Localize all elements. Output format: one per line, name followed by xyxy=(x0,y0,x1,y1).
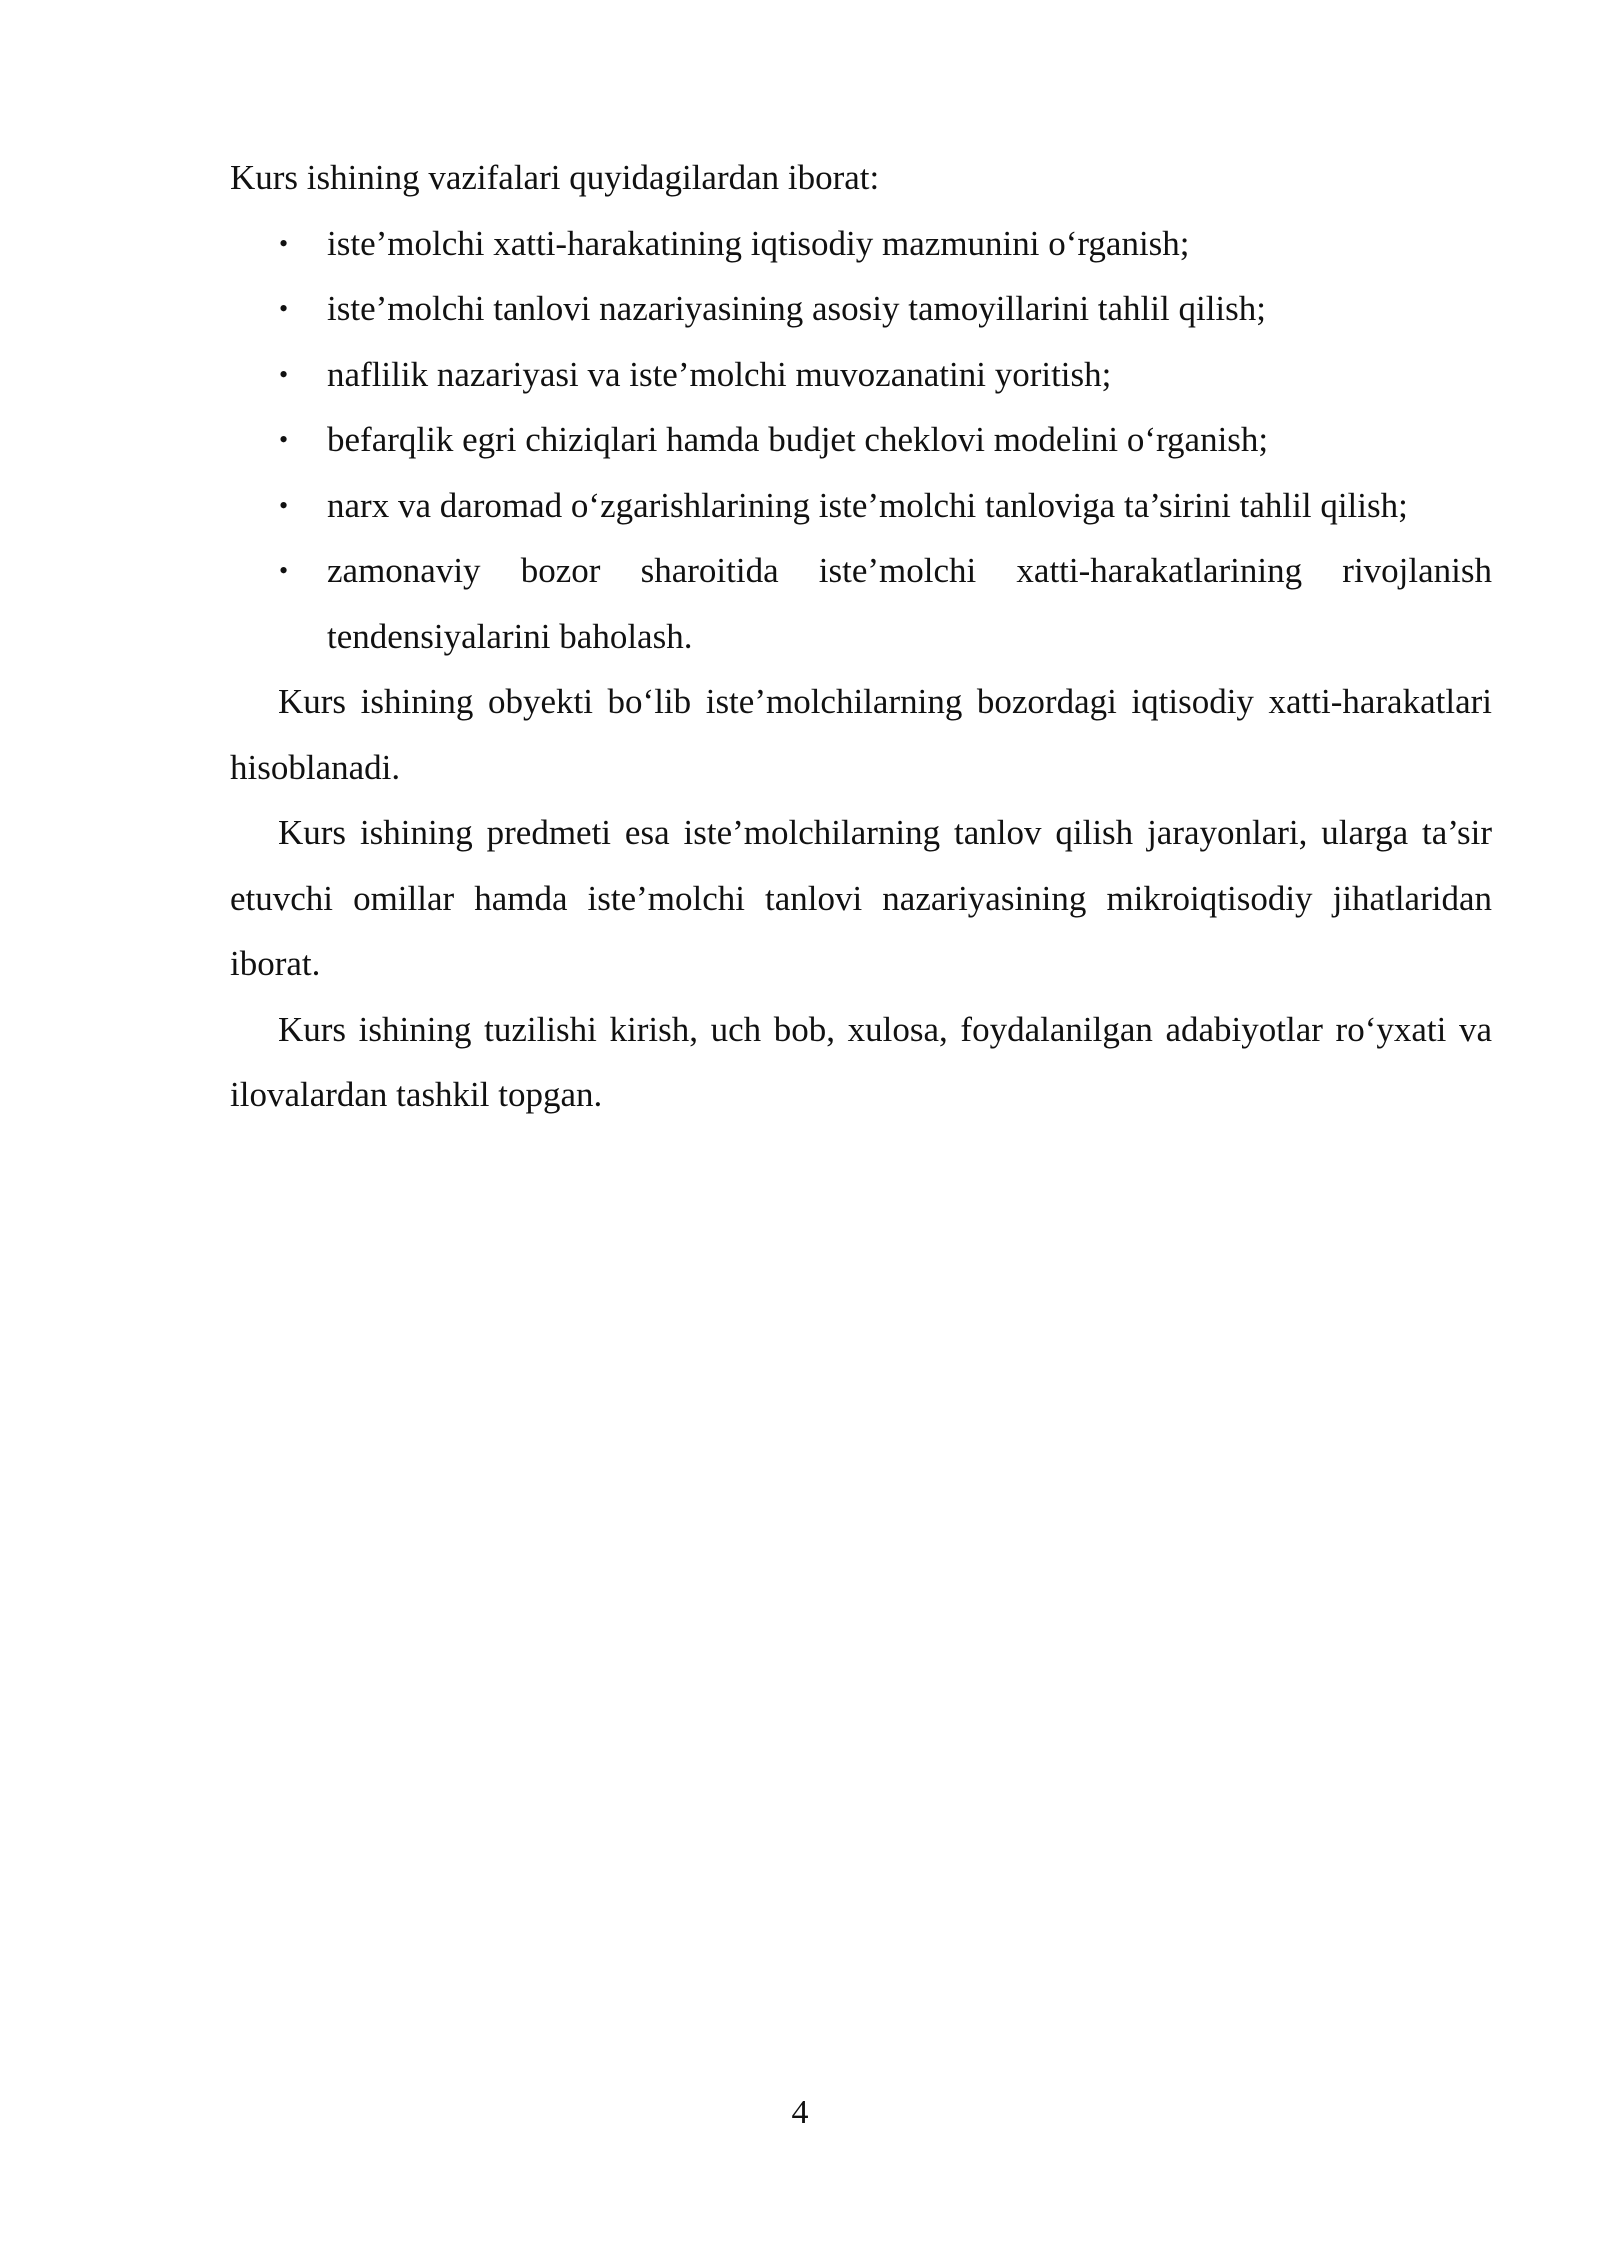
bullet-icon: • xyxy=(279,359,289,389)
paragraph-subject: Kurs ishining predmeti esa iste’molchilarning tanlov qilish jarayonlari, ularga ta’sir etuvchi omillar hamda iste’molchi tanlovi nazariyasining mikroiqtisodiy jihatlaridan iborat. xyxy=(230,813,1492,983)
bullet-icon: • xyxy=(279,490,289,520)
paragraph-structure: Kurs ishining tuzilishi kirish, uch bob, xulosa, foydalanilgan adabiyotlar ro‘yxati va ilovalardan tashkil topgan. xyxy=(230,1009,1492,1114)
paragraph-object: Kurs ishining obyekti bo‘lib iste’molchilarning bozordagi iqtisodiy xatti-harakatlari hisoblanadi. xyxy=(230,682,1492,787)
task-text: iste’molchi xatti-harakatining iqtisodiy mazmunini o‘rganish; xyxy=(327,223,1190,263)
list-item xyxy=(230,473,1492,539)
tasks-list xyxy=(230,211,1492,670)
list-item xyxy=(230,407,1492,473)
document-page xyxy=(230,145,1492,1128)
bullet-icon: • xyxy=(279,294,289,323)
page-number: 4 xyxy=(791,2094,809,2131)
task-text: naflilik nazariyasi va iste’molchi muvozanatini yoritish; xyxy=(327,354,1112,394)
task-text: iste’molchi tanlovi nazariyasining asosiy tamoyillarini tahlil qilish; xyxy=(327,289,1267,328)
task-text: narx va daromad o‘zgarishlarining iste’molchi tanloviga ta’sirini tahlil qilish; xyxy=(327,485,1408,525)
bullet-icon: • xyxy=(279,425,289,454)
task-text: befarqlik egri chiziqlari hamda budjet cheklovi modelini o‘rganish; xyxy=(327,420,1269,459)
list-item xyxy=(230,276,1492,342)
bullet-icon: • xyxy=(279,228,289,258)
tasks-intro: Kurs ishining vazifalari quyidagilardan iborat: xyxy=(230,158,880,197)
list-item xyxy=(230,211,1492,277)
list-item xyxy=(230,342,1492,408)
task-text: zamonaviy bozor sharoitida iste’molchi xatti-harakatlarining rivojlanish tendensiyalarini baholash. xyxy=(327,551,1492,656)
list-item xyxy=(230,538,1492,669)
bullet-icon: • xyxy=(279,556,289,585)
